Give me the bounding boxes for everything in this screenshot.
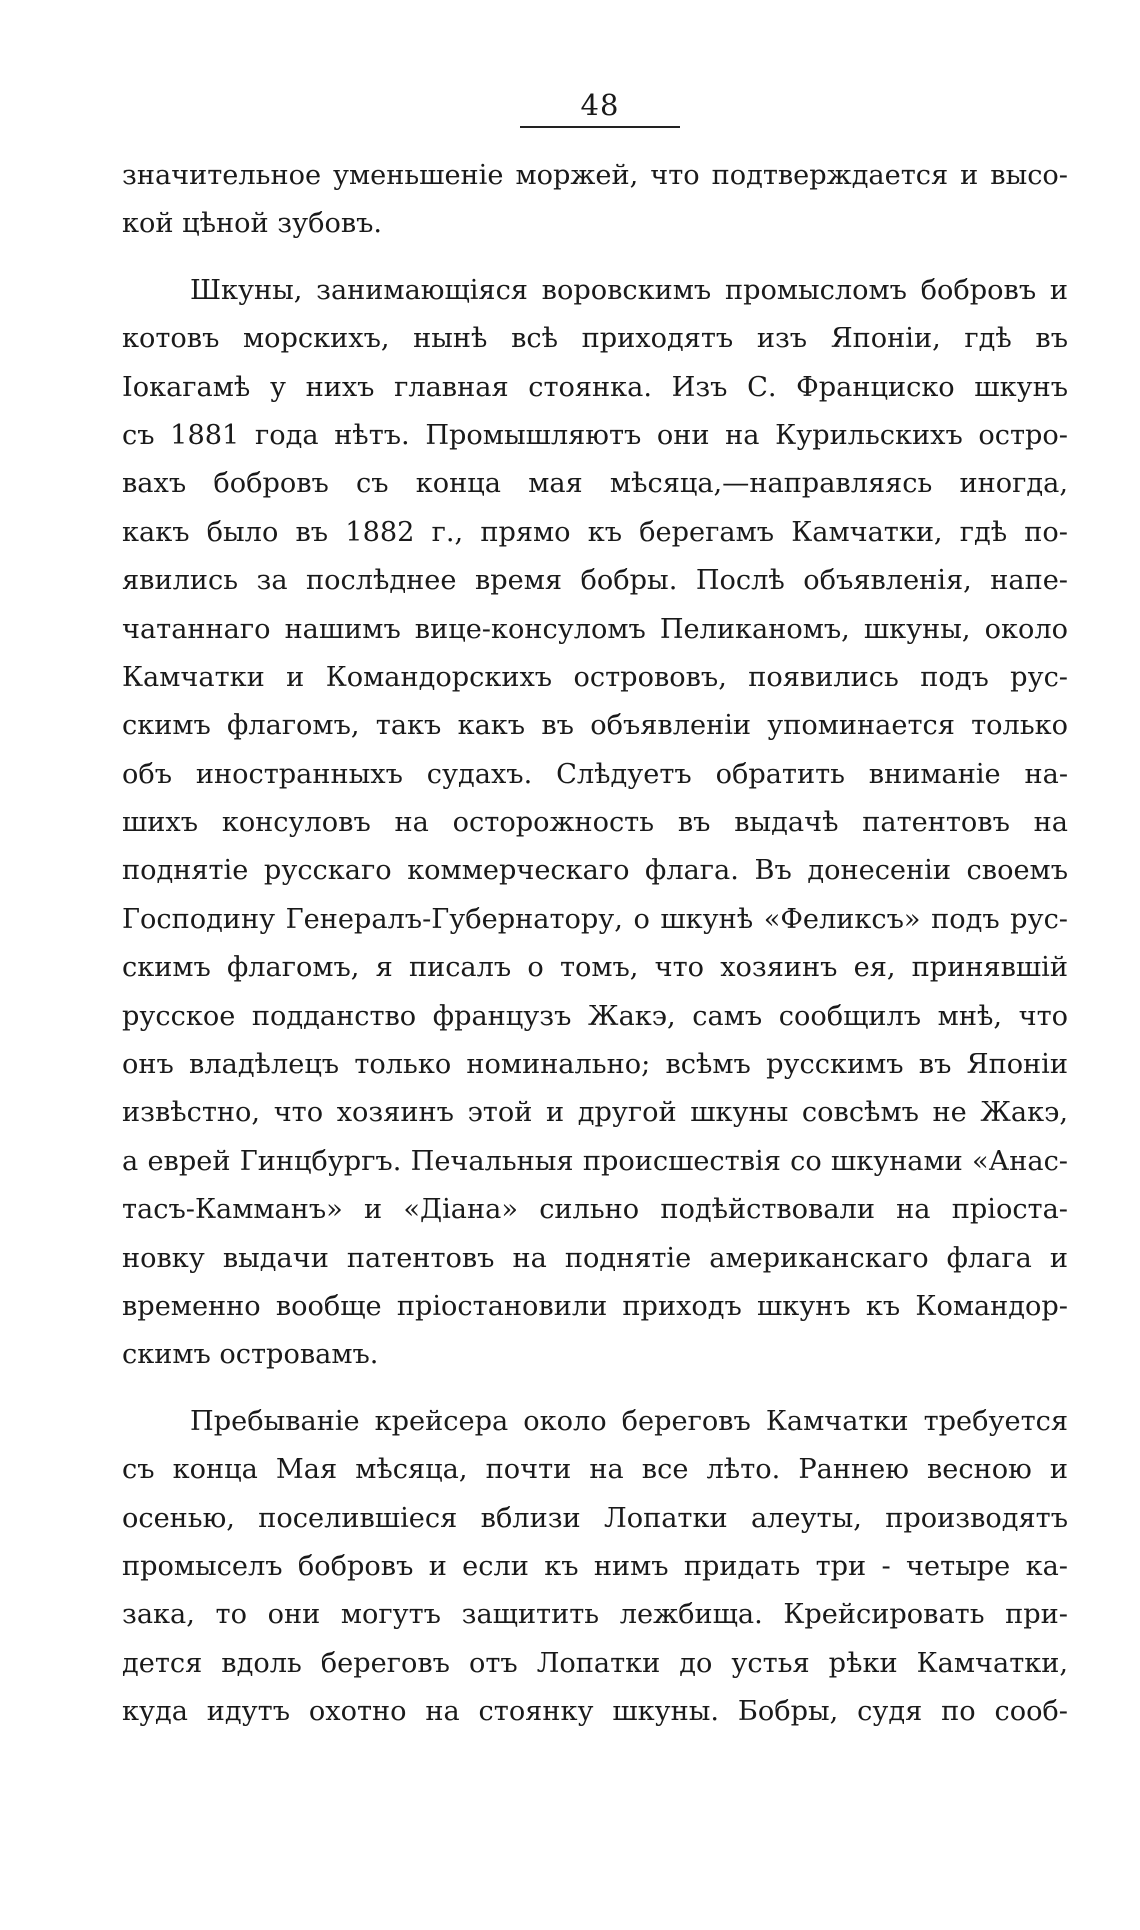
text-line: осенью, поселившіеся вблизи Лопатки алеуты, производятъ [122, 1502, 1068, 1534]
text-line: Пребываніе крейсера около береговъ Камчатки требуется [190, 1405, 1068, 1437]
text-line: объ иностранныхъ судахъ. Слѣдуетъ обратить вниманіе на- [122, 758, 1068, 790]
text-line: новку выдачи патентовъ на поднятіе американскаго флага и [122, 1242, 1068, 1274]
paragraph [122, 267, 1068, 1380]
text-line: тасъ-Камманъ» и «Діана» сильно подѣйствовали на пріоста- [122, 1194, 1068, 1226]
text-line: скимъ флагомъ, такъ какъ въ объявленіи упоминается только [122, 710, 1068, 742]
text-line: значительное уменьшеніе моржей, что подтверждается и высо- [122, 160, 1068, 191]
text-line: поднятіе русскаго коммерческаго флага. Въ донесеніи своемъ [122, 855, 1068, 887]
text-line: дется вдоль береговъ отъ Лопатки до устья рѣки Камчатки, [122, 1647, 1068, 1679]
paragraph-gap [122, 249, 1068, 267]
text-line: явились за послѣднее время бобры. Послѣ объявленія, напе- [122, 565, 1068, 597]
text-line: куда идутъ охотно на стоянку шкуны. Бобры, судя по сооб- [122, 1696, 1068, 1728]
text-line: шихъ консуловъ на осторожность въ выдачѣ патентовъ на [122, 807, 1068, 839]
body-text [122, 152, 1068, 1737]
text-line: Камчатки и Командорскихъ острововъ, появились подъ рус- [122, 661, 1068, 693]
text-line: Шкуны, занимающіяся воровскимъ промысломъ бобровъ и [190, 274, 1068, 306]
text-line: котовъ морскихъ, нынѣ всѣ приходятъ изъ Японіи, гдѣ въ [122, 323, 1068, 355]
text-line: Господину Генералъ-Губернатору, о шкунѣ «Феликсъ» подъ рус- [122, 903, 1068, 935]
text-line: Іокагамѣ у нихъ главная стоянка. Изъ С. Франциско шкунъ [122, 371, 1068, 403]
text-line: промыселъ бобровъ и если къ нимъ придать три - четыре ка- [122, 1550, 1068, 1582]
text-line: кой цѣной зубовъ. [122, 208, 383, 240]
text-line: съ 1881 года нѣтъ. Промышляютъ они на Курильскихъ остро- [122, 419, 1068, 451]
page-number: 48 [580, 88, 620, 122]
text-line: чатаннаго нашимъ вице-консуломъ Пеликаномъ, шкуны, около [122, 613, 1068, 645]
text-line: скимъ островамъ. [122, 1339, 379, 1371]
text-line: вахъ бобровъ съ конца мая мѣсяца,—направляясь иногда, [122, 468, 1068, 500]
paragraph [122, 1398, 1068, 1737]
text-line: русское подданство французъ Жакэ, самъ сообщилъ мнѣ, что [122, 1000, 1068, 1032]
text-line: временно вообще пріостановили приходъ шкунъ къ Командор- [122, 1290, 1068, 1322]
paragraph-gap [122, 1380, 1068, 1398]
paragraph [122, 152, 1068, 249]
page-number-rule [520, 126, 680, 128]
text-line: какъ было въ 1882 г., прямо къ берегамъ Камчатки, гдѣ по- [122, 516, 1068, 548]
text-line: съ конца Мая мѣсяца, почти на все лѣто. Раннею весною и [122, 1454, 1068, 1486]
text-line: зака, то они могутъ защитить лежбища. Крейсировать при- [122, 1599, 1068, 1631]
text-line: скимъ флагомъ, я писалъ о томъ, что хозяинъ ея, принявшій [122, 952, 1068, 984]
text-line: а еврей Гинцбургъ. Печальныя происшествія со шкунами «Анас- [122, 1145, 1068, 1177]
text-line: онъ владѣлецъ только номинально; всѣмъ русскимъ въ Японіи [122, 1049, 1068, 1081]
text-line: извѣстно, что хозяинъ этой и другой шкуны совсѣмъ не Жакэ, [122, 1097, 1068, 1129]
